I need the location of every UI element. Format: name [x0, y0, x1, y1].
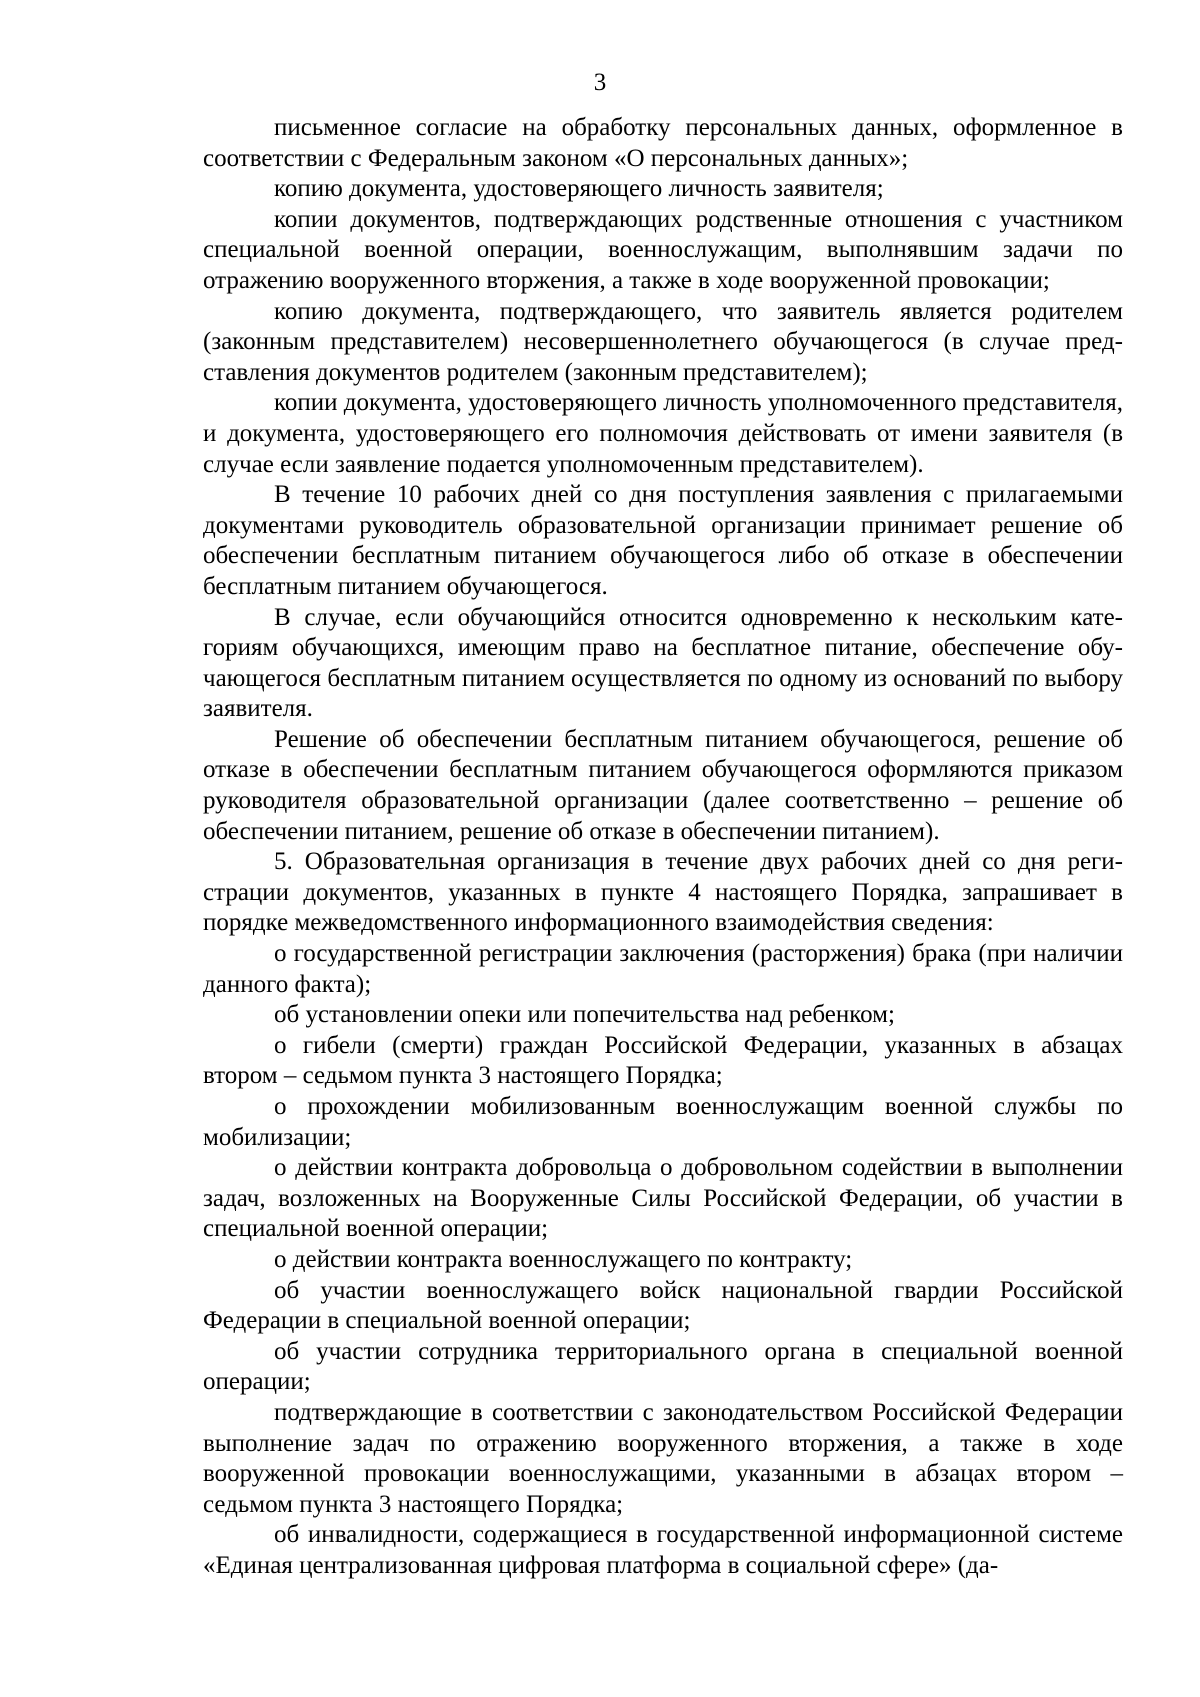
paragraph-decision-order: Решение об обеспечении бесплатным питанием обучающегося, решение об отказе в обеспечении бесплатным питанием обучающегося оформляются приказом руководителя образовательной организации (далее соответственно – решение об обеспечении питанием, решение об отказе в обеспечении питанием). [203, 725, 1123, 845]
paragraph-volunteer-contract: о действии контракта добровольца о добровольном содействии в выполнении задач, возложенных на Вооруженные Силы Российской Федерации, об участии в специальной военной операции; [203, 1154, 1123, 1243]
paragraph-representative-docs: копии документа, удостоверяющего личность уполномоченного представителя, и документа, удостоверяющего его полномочия действовать от имени заявителя (в случае если заявление подается уполномоченным представителем). [203, 389, 1123, 478]
paragraph-id-copy: копию документа, удостоверяющего личность заявителя; [274, 175, 884, 203]
paragraph-multiple-categories: В случае, если обучающийся относится одновременно к нескольким категориям обучающихся, имеющим право на бесплатное питание, обеспечение обучающегося бесплатным питанием осуществляется по одному из оснований по выбору заявителя. [203, 603, 1123, 723]
paragraph-mobilization: о прохождении мобилизованным военнослужащим военной службы по мобилизации; [203, 1093, 1123, 1151]
page-number: 3 [593, 69, 607, 96]
paragraph-disability: об инвалидности, содержащиеся в государственной информационной системе «Единая централизованная цифровая платформа в социальной сфере» (да- [203, 1521, 1123, 1579]
paragraph-marriage-registration: о государственной регистрации заключения (расторжения) брака (при наличии данного факта); [203, 940, 1123, 998]
paragraph-service-contract: о действии контракта военнослужащего по контракту; [274, 1245, 853, 1273]
paragraph-parent-proof: копию документа, подтверждающего, что заявитель является родителем (законным представителем) несовершеннолетнего обучающегося (в случае представления документов родителем (законным представителем); [203, 297, 1123, 386]
paragraph-decision-term: В течение 10 рабочих дней со дня поступления заявления с прилагаемыми документами руководитель образовательной организации принимает решение об обеспечении бесплатным питанием обучающегося либо об отказе в обеспечении бесплатным питанием обучающегося. [203, 481, 1123, 600]
paragraph-consent: письменное согласие на обработку персональных данных, оформленное в соответствии с Федеральным законом «О персональных данных»; [203, 114, 1123, 172]
paragraph-armed-invasion: подтверждающие в соответствии с законодательством Российской Федерации выполнение задач по отражению вооруженного вторжения, а также в ходе вооруженной провокации военнослужащими, указанными в абзацах втором – седьмом пункта 3 настоящего Порядка; [203, 1398, 1123, 1518]
paragraph-item-5: 5. Образовательная организация в течение двух рабочих дней со дня регистрации документов, указанных в пункте 4 настоящего Порядка, запрашивает в порядке межведомственного информационного взаимодействия сведения: [203, 848, 1123, 937]
paragraph-territorial-officer: об участии сотрудника территориального органа в специальной военной операции; [203, 1337, 1123, 1396]
paragraph-kinship-docs: копии документов, подтверждающих родственные отношения с участником специальной военной операции, военнослужащим, выполнявшим задачи по отражению вооруженного вторжения, а также в ходе вооруженной провокации; [203, 205, 1123, 294]
paragraph-national-guard: об участии военнослужащего войск национальной гвардии Российской Федерации в специальной военной операции; [203, 1276, 1123, 1335]
paragraph-death: о гибели (смерти) граждан Российской Федерации, указанных в абзацах втором – седьмом пункта 3 настоящего Порядка; [203, 1031, 1123, 1090]
paragraph-guardianship: об установлении опеки или попечительства над ребенком; [274, 1001, 895, 1029]
document-body [203, 113, 1123, 1582]
